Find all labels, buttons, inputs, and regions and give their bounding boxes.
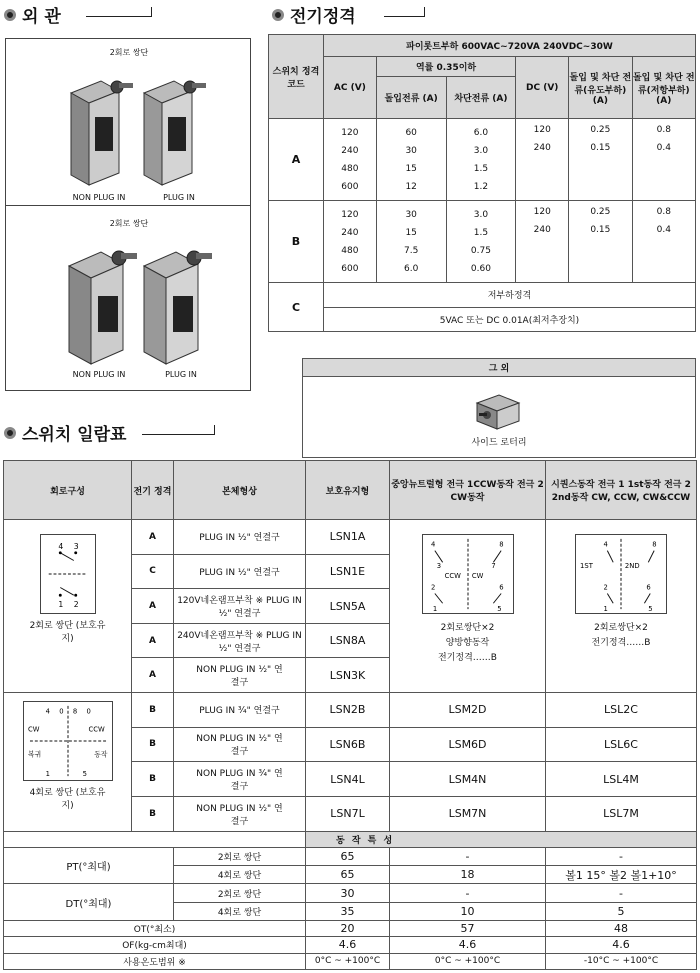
svg-text:8: 8: [72, 707, 77, 716]
seq-model-cell: LSL6C: [546, 727, 697, 762]
rating-col-break: 차단전류 (A): [446, 77, 516, 119]
svg-text:8: 8: [652, 540, 657, 549]
list-row: [4, 693, 697, 728]
dt-label: DT(°최대): [4, 884, 174, 921]
center-note2: 양방향동작: [445, 638, 490, 649]
dt-2-circuit: 2회로 쌍단: [174, 884, 306, 902]
body-cell: NON PLUG IN ½" 연결구: [174, 658, 306, 693]
svg-text:0: 0: [58, 707, 64, 716]
svg-text:1: 1: [57, 599, 63, 609]
seq-note2: 전기정격……B: [591, 638, 651, 649]
svg-text:3: 3: [73, 541, 79, 551]
pt-2-circuit: 2회로 쌍단: [174, 847, 306, 865]
svg-text:1: 1: [45, 770, 50, 779]
cell: 480: [341, 245, 359, 256]
cell: 6.0: [404, 263, 419, 274]
list-col-center: 중앙뉴트럴형 전극 1CCW동작 전극 2 CW동작: [390, 461, 546, 520]
rating-col-ind: 돌입 및 차단 전류(유도부하) (A): [569, 57, 632, 119]
model-cell: LSN7L: [306, 796, 390, 831]
svg-text:6: 6: [646, 583, 651, 592]
op-cell: 0°C ~ +100°C: [390, 953, 546, 969]
svg-text:8: 8: [498, 540, 504, 549]
list-col-body: 본체형상: [174, 461, 306, 520]
seq-model-cell: LSL2C: [546, 693, 697, 728]
cell: 12: [405, 181, 417, 192]
cell: 480: [341, 163, 359, 174]
appearance-panel-top: [5, 38, 251, 206]
op-header: 동 작 특 성: [306, 831, 697, 847]
op-cell: 20: [306, 921, 390, 937]
svg-text:6: 6: [498, 583, 504, 592]
center-model-cell: LSM4N: [390, 762, 546, 797]
title-tick: [214, 425, 215, 435]
op-cell: 5: [546, 902, 697, 920]
rating-cell: A: [132, 658, 174, 693]
body-cell: 120V네온램프부착 ※ PLUG IN ½" 연결구: [174, 589, 306, 624]
center-neutral-diagram: [422, 534, 514, 614]
op-cell: 18: [390, 866, 546, 884]
svg-text:2: 2: [73, 599, 79, 609]
op-cell: 48: [546, 921, 697, 937]
cell: 120: [533, 207, 551, 218]
svg-text:2: 2: [603, 583, 608, 592]
cell: 0.8: [656, 207, 671, 218]
bullet-icon: [4, 9, 16, 21]
appearance-top-right-label: PLUG IN: [163, 193, 195, 202]
svg-text:1: 1: [603, 605, 608, 614]
rating-col-dc: DC (V): [516, 57, 569, 119]
op-cell: 볼1 15° 볼2 볼1+10°: [546, 866, 697, 884]
model-cell: LSN3K: [306, 658, 390, 693]
list-col-circuit: 회로구성: [4, 461, 132, 520]
switch-non-plug-in-large-illustration: [61, 236, 143, 372]
rating-c-line2: 5VAC 또는 DC 0.01A(최저추장치): [323, 307, 695, 331]
rating-table: [268, 34, 696, 332]
rating-cell: C: [132, 554, 174, 589]
rating-header-main: 파이롯트부하 600VAC~720VA 240VDC~30W: [323, 35, 695, 57]
cell: 0.4: [656, 225, 671, 236]
bullet-icon: [4, 427, 16, 439]
rating-title-text: 전기정격: [290, 7, 356, 27]
cell: 60: [405, 127, 417, 138]
cell: 120: [341, 127, 359, 138]
svg-text:5: 5: [496, 605, 502, 614]
cell: 1.2: [473, 181, 489, 192]
center-model-cell: LSM7N: [390, 796, 546, 831]
title-tick: [151, 7, 152, 17]
center-note1: 2회로쌍단×2: [440, 623, 495, 634]
cell: 240: [341, 227, 359, 238]
body-cell: NON PLUG IN ½" 연결구: [174, 796, 306, 831]
op-cell: -10°C ~ +100°C: [546, 953, 697, 969]
cell: 120: [341, 209, 359, 220]
cell: 7.5: [404, 245, 419, 256]
rating-row-b: [269, 201, 696, 283]
title-tick: [424, 7, 425, 17]
body-cell: NON PLUG IN ¾" 연결구: [174, 762, 306, 797]
dt-4-circuit: 4회로 쌍단: [174, 902, 306, 920]
switch-plug-in-large-illustration: [136, 236, 218, 372]
svg-text:2: 2: [430, 583, 435, 592]
cell: 240: [341, 145, 359, 156]
op-cell: 35: [306, 902, 390, 920]
cell: 0.8: [656, 125, 671, 136]
model-cell: LSN4L: [306, 762, 390, 797]
appearance-bottom-title: 2회로 쌍단: [109, 219, 149, 228]
seq-note1: 2회로쌍단×2: [594, 623, 648, 634]
rating-cell: A: [132, 589, 174, 624]
ot-label: OT(°최소): [4, 921, 306, 937]
model-cell: LSN1A: [306, 520, 390, 555]
rating-col-pf: 역률 0.35이하: [376, 57, 516, 77]
cell: 3.0: [473, 209, 489, 220]
exterior-table: [302, 358, 696, 458]
op-cell: 65: [306, 866, 390, 884]
rating-title: [272, 2, 356, 27]
seq-model-cell: LSL7M: [546, 796, 697, 831]
rating-cell: B: [132, 693, 174, 728]
return-label: 복귀: [27, 750, 41, 759]
rating-cell: B: [132, 727, 174, 762]
cell: 0.4: [656, 143, 671, 154]
seq-model-cell: LSL4M: [546, 762, 697, 797]
bullet-icon: [272, 9, 284, 21]
rating-code-c: C: [269, 283, 324, 332]
rating-cell: B: [132, 796, 174, 831]
rating-code-a: A: [269, 119, 324, 201]
svg-text:3: 3: [436, 562, 441, 571]
first-label: 1ST: [580, 562, 593, 571]
body-cell: PLUG IN ½" 연결구: [174, 520, 306, 555]
rating-c-line1: 저부하정격: [323, 283, 695, 307]
circuit-2-label: 2회로 쌍단 (보호유지): [29, 621, 106, 645]
cell: 3.0: [473, 145, 489, 156]
svg-text:7: 7: [490, 562, 496, 571]
svg-text:0: 0: [86, 707, 91, 716]
cell: 0.75: [470, 245, 491, 256]
body-cell: 240V네온램프부착 ※ PLUG IN ½" 연결구: [174, 623, 306, 658]
switch-plug-in-illustration: [134, 65, 214, 193]
switch-non-plug-in-illustration: [61, 65, 141, 193]
center-note3: 전기정격……B: [438, 653, 497, 664]
op-cell: 57: [390, 921, 546, 937]
svg-text:5: 5: [82, 770, 87, 779]
list-col-rating: 전기 정격: [132, 461, 174, 520]
exterior-header: 그 외: [303, 359, 696, 377]
action-label: 동작: [93, 750, 107, 759]
center-model-cell: LSM2D: [390, 693, 546, 728]
side-rotary-illustration: [469, 387, 529, 435]
op-cell: -: [390, 884, 546, 902]
cell: 600: [341, 263, 359, 274]
of-label: OF(kg-cm최대): [4, 937, 306, 953]
cell: 0.25: [590, 207, 611, 218]
op-cell: -: [390, 847, 546, 865]
cell: 30: [405, 145, 417, 156]
op-cell: 4.6: [546, 937, 697, 953]
cell: 30: [405, 209, 417, 220]
model-cell: LSN8A: [306, 623, 390, 658]
cell: 0.15: [590, 225, 611, 236]
cell: 6.0: [473, 127, 489, 138]
cell: 0.60: [470, 263, 491, 274]
exterior-caption: 사이드 로터리: [471, 437, 527, 448]
cell: 0.25: [590, 125, 611, 136]
title-underline: [142, 434, 214, 435]
cell: 240: [533, 225, 551, 236]
svg-text:5: 5: [648, 605, 653, 614]
cell: 600: [341, 181, 359, 192]
ccw-label: CCW: [444, 571, 461, 580]
model-cell: LSN6B: [306, 727, 390, 762]
appearance-top-title: 2회로 쌍단: [109, 48, 149, 57]
appearance-top-left-label: NON PLUG IN: [72, 193, 126, 202]
rating-row-a: [269, 119, 696, 201]
svg-text:4: 4: [45, 707, 50, 716]
cw-label: CW: [27, 725, 40, 734]
circuit-4-diagram: [23, 701, 113, 781]
model-cell: LSN1E: [306, 554, 390, 589]
rating-col-ac: AC (V): [323, 57, 376, 119]
cell: 15: [405, 163, 417, 174]
svg-text:1: 1: [432, 605, 437, 614]
rating-cell: A: [132, 520, 174, 555]
svg-text:4: 4: [430, 540, 435, 549]
rating-cell: B: [132, 762, 174, 797]
cell: 15: [405, 227, 417, 238]
op-cell: 4.6: [306, 937, 390, 953]
appearance-bottom-left-label: NON PLUG IN: [72, 370, 126, 379]
rating-cell: A: [132, 623, 174, 658]
cell: 1.5: [473, 163, 489, 174]
body-cell: NON PLUG IN ½" 연결구: [174, 727, 306, 762]
model-cell: LSN2B: [306, 693, 390, 728]
temp-label: 사용온도범위 ※: [4, 953, 306, 969]
cell: 240: [533, 143, 551, 154]
appearance-bottom-right-label: PLUG IN: [165, 370, 197, 379]
op-cell: -: [546, 847, 697, 865]
list-title: [4, 420, 126, 445]
center-model-cell: LSM6D: [390, 727, 546, 762]
cell: 120: [533, 125, 551, 136]
list-row: [4, 520, 697, 555]
op-cell: -: [546, 884, 697, 902]
cell: 1.5: [473, 227, 489, 238]
svg-text:4: 4: [603, 540, 608, 549]
rating-col-code: 스위치 정격 코드: [269, 35, 324, 119]
appearance-title-text: 외 관: [22, 7, 61, 27]
op-cell: 65: [306, 847, 390, 865]
appearance-title: [4, 2, 61, 27]
rating-code-b: B: [269, 201, 324, 283]
appearance-panel-bottom: [5, 205, 251, 391]
svg-text:4: 4: [57, 541, 63, 551]
switch-list-table: [3, 460, 697, 970]
sequence-diagram: [575, 534, 667, 614]
circuit-2-diagram: [40, 534, 96, 614]
list-title-text: 스위치 일람표: [22, 425, 127, 445]
pt-4-circuit: 4회로 쌍단: [174, 866, 306, 884]
body-cell: PLUG IN ¾" 연결구: [174, 693, 306, 728]
title-underline: [86, 16, 151, 17]
op-cell: 4.6: [390, 937, 546, 953]
cw-label: CW: [471, 571, 483, 580]
ccw-label: CCW: [87, 725, 105, 734]
title-underline: [384, 16, 424, 17]
circuit-4-label: 4회로 쌍단 (보호유지): [29, 788, 106, 812]
list-col-maint: 보호유지형: [306, 461, 390, 520]
list-col-seq: 시퀀스동작 전극 1 1st동작 전극 2 2nd동작 CW, CCW, CW&CCW: [546, 461, 697, 520]
body-cell: PLUG IN ½" 연결구: [174, 554, 306, 589]
op-cell: 0°C ~ +100°C: [306, 953, 390, 969]
op-cell: 10: [390, 902, 546, 920]
pt-label: PT(°최대): [4, 847, 174, 884]
rating-col-res: 돌입 및 차단 전류(저항부하) (A): [632, 57, 695, 119]
op-cell: 30: [306, 884, 390, 902]
rating-col-inrush: 돌입전류 (A): [376, 77, 446, 119]
second-label: 2ND: [624, 562, 640, 571]
model-cell: LSN5A: [306, 589, 390, 624]
cell: 0.15: [590, 143, 611, 154]
